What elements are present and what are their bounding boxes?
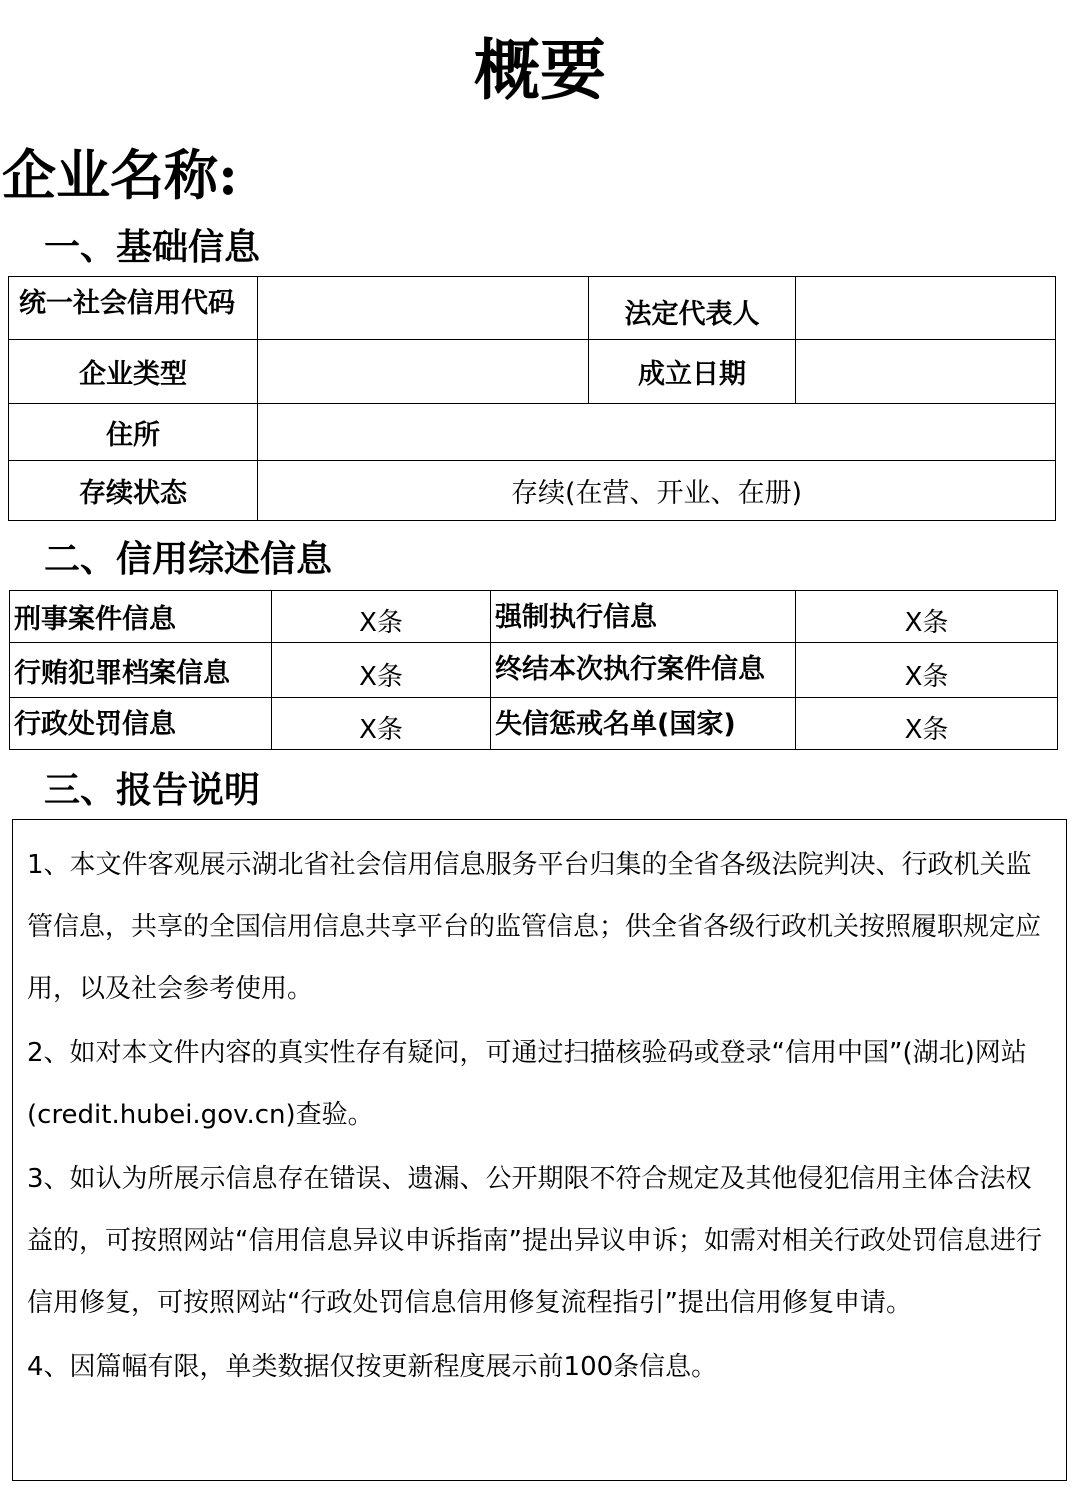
section-credit-heading: 二、信用综述信息 (44, 538, 333, 580)
bribery-record-label: 行贿犯罪档案信息 (10, 643, 272, 698)
report-notes-box (12, 819, 1067, 1481)
dishonest-list-count: X条 (796, 698, 1058, 750)
terminated-case-label: 终结本次执行案件信息 (491, 643, 796, 698)
criminal-case-label: 刑事案件信息 (10, 591, 272, 643)
section-basic-heading: 一、基础信息 (44, 226, 261, 268)
enforcement-label: 强制执行信息 (491, 591, 796, 643)
dishonest-list-label: 失信惩戒名单(国家) (491, 698, 796, 750)
credit-code-label: 统一社会信用代码 (9, 277, 258, 340)
bribery-record-count: X条 (272, 643, 491, 698)
report-note: 3、如认为所展示信息存在错误、遗漏、公开期限不符合规定及其他侵犯信用主体合法权益的，可按照网站“信用信息异议申诉指南”提出异议申诉；如需对相关行政处罚信息进行信用修复，可按照网站“行政处罚信息信用修复流程指引”提出信用修复申请。 (27, 1164, 1042, 1318)
admin-penalty-label: 行政处罚信息 (10, 698, 272, 750)
enterprise-type-value (258, 340, 589, 404)
terminated-case-count: X条 (796, 643, 1058, 698)
legal-rep-value (796, 277, 1056, 340)
credit-code-value (258, 277, 589, 340)
section-report-heading: 三、报告说明 (44, 769, 261, 811)
address-value (258, 404, 1056, 461)
established-date-value (796, 340, 1056, 404)
status-value: 存续(在营、开业、在册) (258, 461, 1056, 521)
page-title: 概要 (474, 31, 606, 109)
established-date-label: 成立日期 (589, 340, 796, 404)
address-label: 住所 (9, 404, 258, 461)
report-note: 4、因篇幅有限，单类数据仅按更新程度展示前100条信息。 (27, 1352, 718, 1382)
status-label: 存续状态 (9, 461, 258, 521)
credit-summary-table (9, 590, 1058, 750)
report-note: 1、本文件客观展示湖北省社会信用信息服务平台归集的全省各级法院判决、行政机关监管信息，共享的全国信用信息共享平台的监管信息；供全省各级行政机关按照履职规定应用，以及社会参考使用。 (27, 850, 1042, 1004)
report-note: 2、如对本文件内容的真实性存有疑问，可通过扫描核验码或登录“信用中国”(湖北)网站(credit.hubei.gov.cn)查验。 (27, 1038, 1027, 1130)
basic-info-table (8, 276, 1056, 521)
criminal-case-count: X条 (272, 591, 491, 643)
admin-penalty-count: X条 (272, 698, 491, 750)
enterprise-type-label: 企业类型 (9, 340, 258, 404)
legal-rep-label: 法定代表人 (589, 277, 796, 340)
company-name-label: 企业名称: (2, 143, 238, 207)
enforcement-count: X条 (796, 591, 1058, 643)
